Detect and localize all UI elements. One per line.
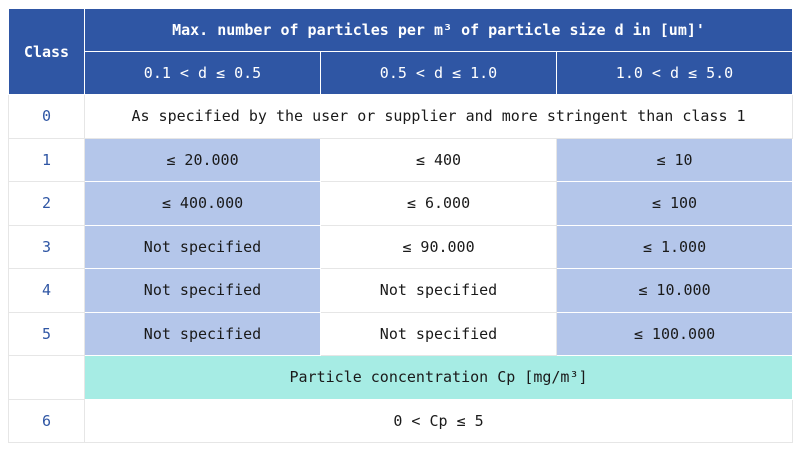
table-cell: ≤ 90.000 — [321, 225, 557, 269]
table-cell: Not specified — [321, 312, 557, 356]
table-cell: Not specified — [321, 269, 557, 313]
table-row — [9, 138, 793, 182]
class-0-description: As specified by the user or supplier and more stringent than class 1 — [85, 95, 793, 139]
size-range-header-3: 1.0 < d ≤ 5.0 — [557, 52, 793, 95]
empty-class-cell — [9, 356, 85, 400]
class-6-concentration: 0 < Cp ≤ 5 — [85, 399, 793, 443]
table-row — [9, 399, 793, 443]
class-cell: 0 — [9, 95, 85, 139]
concentration-header: Particle concentration Cp [mg/m³] — [85, 356, 793, 400]
table-cell: Not specified — [85, 225, 321, 269]
table-cell: ≤ 6.000 — [321, 182, 557, 226]
table-row — [9, 312, 793, 356]
table-cell: ≤ 1.000 — [557, 225, 793, 269]
table-cell: ≤ 100.000 — [557, 312, 793, 356]
class-cell: 1 — [9, 138, 85, 182]
class-cell: 6 — [9, 399, 85, 443]
table-row — [9, 356, 793, 400]
table-cell: ≤ 10.000 — [557, 269, 793, 313]
class-cell: 3 — [9, 225, 85, 269]
table-row — [9, 95, 793, 139]
table-cell: ≤ 10 — [557, 138, 793, 182]
table-row — [9, 225, 793, 269]
table-cell: Not specified — [85, 269, 321, 313]
table-cell: ≤ 20.000 — [85, 138, 321, 182]
particle-count-header: Max. number of particles per m³ of particle size d in [um]' — [85, 9, 793, 52]
class-cell: 4 — [9, 269, 85, 313]
table-row — [9, 182, 793, 226]
class-cell: 5 — [9, 312, 85, 356]
class-column-header: Class — [9, 9, 85, 95]
table-cell: ≤ 100 — [557, 182, 793, 226]
size-range-header-1: 0.1 < d ≤ 0.5 — [85, 52, 321, 95]
size-range-header-2: 0.5 < d ≤ 1.0 — [321, 52, 557, 95]
class-cell: 2 — [9, 182, 85, 226]
particle-class-table — [8, 8, 793, 443]
table-cell: Not specified — [85, 312, 321, 356]
table-cell: ≤ 400.000 — [85, 182, 321, 226]
table-cell: ≤ 400 — [321, 138, 557, 182]
table-row — [9, 269, 793, 313]
